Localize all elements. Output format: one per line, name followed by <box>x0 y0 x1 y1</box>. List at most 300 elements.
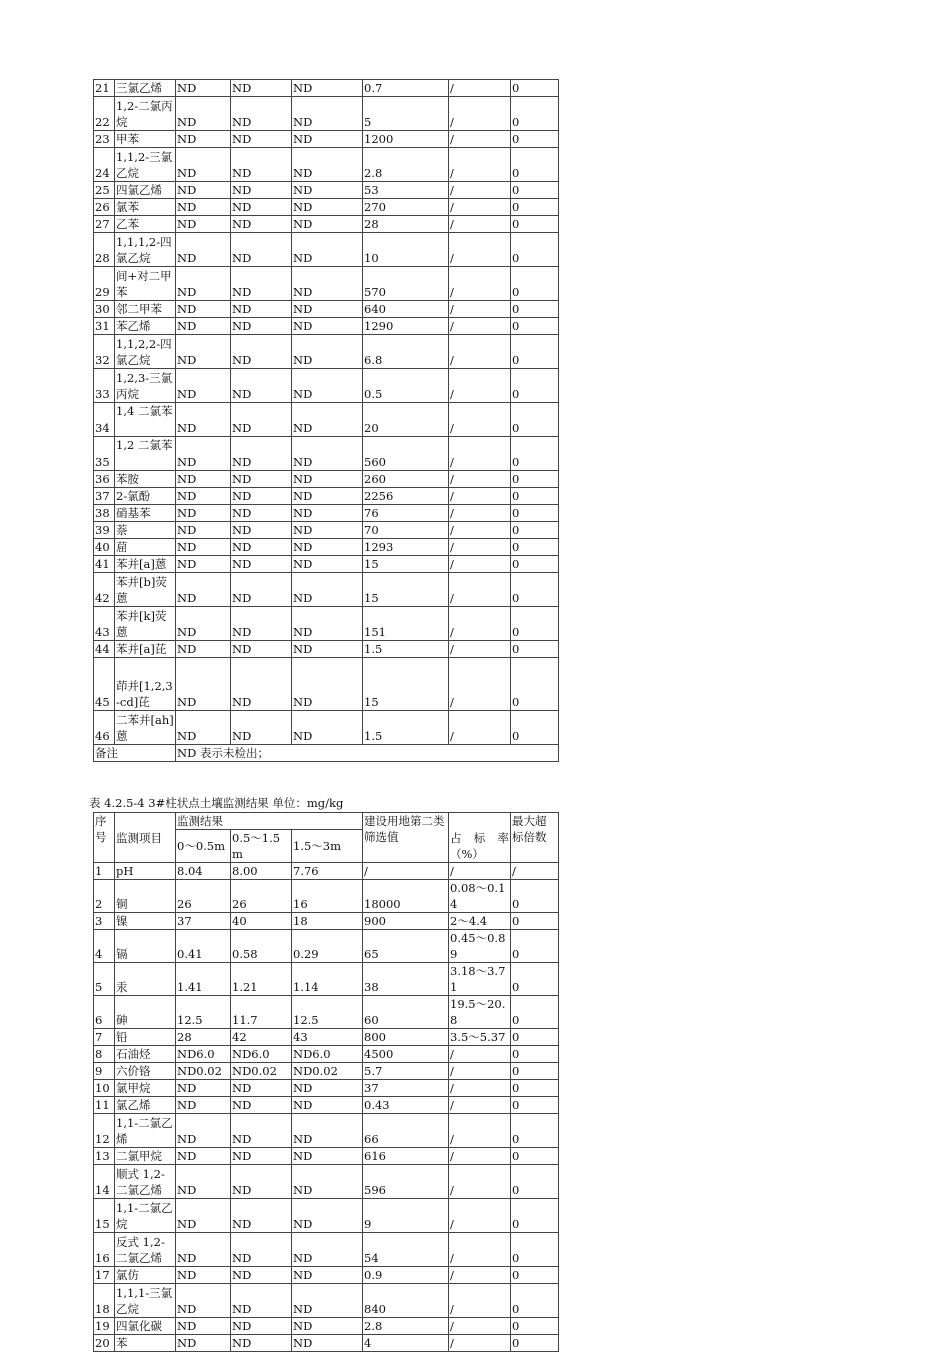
table-cell: ND <box>176 539 231 556</box>
table-cell: ND <box>231 711 292 745</box>
table-cell: 0.7 <box>363 80 449 97</box>
table-cell: 0 <box>511 1097 559 1114</box>
table-cell: 840 <box>363 1284 449 1318</box>
table-cell: 0 <box>511 963 559 996</box>
note-row <box>94 745 559 762</box>
table-cell: 3.18～3.71 <box>449 963 511 996</box>
note-text: ND 表示未检出； <box>176 745 559 762</box>
table-cell: ND <box>231 539 292 556</box>
table-cell: 31 <box>94 318 115 335</box>
table-cell: ND <box>231 148 292 182</box>
table-cell: ND <box>176 607 231 641</box>
table-cell: 19.5～20.8 <box>449 996 511 1029</box>
table-cell: 37 <box>94 488 115 505</box>
table-cell: / <box>449 131 511 148</box>
table-cell: / <box>449 1335 511 1352</box>
table-caption: 表 4.2.5-4 3#柱状点土壤监测结果 单位：mg/kg <box>89 796 344 810</box>
table-cell: 11.7 <box>231 996 292 1029</box>
table-cell: / <box>363 863 449 880</box>
table-cell: ND <box>231 233 292 267</box>
table-cell: 24 <box>94 148 115 182</box>
header-depth3: 1.5～3m <box>292 830 363 863</box>
table-cell: 0.29 <box>292 930 363 963</box>
table-cell: 37 <box>176 913 231 930</box>
table-cell: ND <box>231 182 292 199</box>
table-cell: 0 <box>511 233 559 267</box>
table-row <box>94 182 559 199</box>
table-cell: 32 <box>94 335 115 369</box>
table-cell: 0 <box>511 522 559 539</box>
table-cell: 20 <box>94 1335 115 1352</box>
table-cell: 0 <box>511 658 559 711</box>
table-cell: 䓛 <box>115 539 176 556</box>
table-cell: 16 <box>94 1233 115 1267</box>
table-row <box>94 505 559 522</box>
table-cell: / <box>449 369 511 403</box>
table-cell: 1,2,3-三氯丙烷 <box>115 369 176 403</box>
table-cell: 18 <box>292 913 363 930</box>
table-cell: 0 <box>511 505 559 522</box>
table-cell: ND <box>176 1148 231 1165</box>
table-cell: 4 <box>363 1335 449 1352</box>
table-cell: 34 <box>94 403 115 437</box>
table-cell: ND <box>292 1097 363 1114</box>
table-cell: 间+对二甲苯 <box>115 267 176 301</box>
table-cell: / <box>449 216 511 233</box>
table-cell: 42 <box>94 573 115 607</box>
table-row <box>94 573 559 607</box>
table-cell: 0 <box>511 1114 559 1148</box>
table-cell: 氯仿 <box>115 1267 176 1284</box>
table-cell: 0 <box>511 573 559 607</box>
table-cell: 0 <box>511 199 559 216</box>
table-cell: 0 <box>511 335 559 369</box>
table-cell: 邻二甲苯 <box>115 301 176 318</box>
header-no: 序号 <box>94 813 115 863</box>
table-cell: 苯胺 <box>115 471 176 488</box>
table-row <box>94 1029 559 1046</box>
table-cell: 41 <box>94 556 115 573</box>
table-cell: ND <box>231 1097 292 1114</box>
table-cell: 0 <box>511 369 559 403</box>
table-row <box>94 1199 559 1233</box>
table-cell: ND0.02 <box>176 1063 231 1080</box>
table-cell: ND <box>292 573 363 607</box>
table-cell: ND <box>231 1148 292 1165</box>
table-cell: ND <box>292 1284 363 1318</box>
table-cell: 11 <box>94 1097 115 1114</box>
table-cell: 0.9 <box>363 1267 449 1284</box>
table-cell: / <box>449 1114 511 1148</box>
table-cell: / <box>449 1233 511 1267</box>
table-cell: 900 <box>363 913 449 930</box>
table-row <box>94 471 559 488</box>
table-cell: 1.41 <box>176 963 231 996</box>
table-cell: 1,1,1,2-四氯乙烷 <box>115 233 176 267</box>
table-cell: / <box>449 1097 511 1114</box>
table-cell: 0 <box>511 488 559 505</box>
table-row <box>94 131 559 148</box>
table-row <box>94 369 559 403</box>
table-cell: 596 <box>363 1165 449 1199</box>
table-cell: / <box>449 1063 511 1080</box>
table-cell: 铅 <box>115 1029 176 1046</box>
table-cell: 苯 <box>115 1335 176 1352</box>
table-cell: 5 <box>363 97 449 131</box>
table-cell: 苯并[b]荧蒽 <box>115 573 176 607</box>
header-ratio: 占 标 率（%） <box>449 813 511 863</box>
table-row <box>94 199 559 216</box>
table-cell: ND <box>292 1114 363 1148</box>
table-cell: 6.8 <box>363 335 449 369</box>
table-cell: 44 <box>94 641 115 658</box>
table-cell: 42 <box>231 1029 292 1046</box>
table-cell: 0 <box>511 1080 559 1097</box>
table-row <box>94 641 559 658</box>
table-cell: 0.45～0.89 <box>449 930 511 963</box>
table-cell: ND <box>292 199 363 216</box>
table-cell: ND <box>231 556 292 573</box>
table-cell: 0 <box>511 1148 559 1165</box>
table-cell: ND <box>176 148 231 182</box>
table-cell: ND <box>176 199 231 216</box>
table-cell: ND <box>292 471 363 488</box>
table-cell: 0.58 <box>231 930 292 963</box>
table-cell: 12.5 <box>292 996 363 1029</box>
table-cell: 二氯甲烷 <box>115 1148 176 1165</box>
table-cell: ND <box>176 1097 231 1114</box>
table-cell: 9 <box>363 1199 449 1233</box>
table-cell: 0 <box>511 996 559 1029</box>
table-cell: 0 <box>511 1335 559 1352</box>
table-row <box>94 1114 559 1148</box>
table-cell: ND <box>231 1284 292 1318</box>
table-row <box>94 996 559 1029</box>
table-cell: 0 <box>511 318 559 335</box>
table-cell: 汞 <box>115 963 176 996</box>
table-cell: ND <box>231 522 292 539</box>
table-cell: 800 <box>363 1029 449 1046</box>
table-cell: / <box>449 641 511 658</box>
table-cell: 硝基苯 <box>115 505 176 522</box>
table-cell: ND <box>292 505 363 522</box>
table-cell: 3.5～5.37 <box>449 1029 511 1046</box>
table-cell: 53 <box>363 182 449 199</box>
table-cell: ND <box>176 97 231 131</box>
table-cell: ND <box>176 182 231 199</box>
table-cell: ND <box>176 267 231 301</box>
table-cell: 46 <box>94 711 115 745</box>
table-row <box>94 711 559 745</box>
table-cell: ND <box>292 488 363 505</box>
table-cell: 反式 1,2-二氯乙烯 <box>115 1233 176 1267</box>
table-cell: ND <box>292 1080 363 1097</box>
table-cell: ND <box>176 1165 231 1199</box>
table-cell: ND <box>292 267 363 301</box>
table-cell: 0 <box>511 1199 559 1233</box>
table-cell: 0.5 <box>363 369 449 403</box>
table-row <box>94 80 559 97</box>
table-cell: ND <box>231 1318 292 1335</box>
table-cell: / <box>449 539 511 556</box>
table-cell: 15 <box>363 658 449 711</box>
table-cell: 0 <box>511 711 559 745</box>
table-cell: 4 <box>94 930 115 963</box>
table-cell: ND <box>176 1318 231 1335</box>
table-row <box>94 403 559 437</box>
table-cell: 570 <box>363 267 449 301</box>
table-cell: 石油烃 <box>115 1046 176 1063</box>
table-cell: 1.21 <box>231 963 292 996</box>
table-row <box>94 1335 559 1352</box>
table-cell: 26 <box>94 199 115 216</box>
table-cell: 40 <box>231 913 292 930</box>
table-cell: ND <box>231 488 292 505</box>
table-cell: 7.76 <box>292 863 363 880</box>
table-cell: ND <box>176 301 231 318</box>
table-cell: ND <box>231 1199 292 1233</box>
table-cell: ND <box>231 267 292 301</box>
table-cell: / <box>449 335 511 369</box>
table-cell: 7 <box>94 1029 115 1046</box>
table-cell: ND <box>292 1199 363 1233</box>
table-cell: 2.8 <box>363 148 449 182</box>
table-cell: ND <box>231 97 292 131</box>
table-cell: 10 <box>94 1080 115 1097</box>
table-row <box>94 1097 559 1114</box>
table-cell: ND <box>292 1165 363 1199</box>
table-cell: ND <box>176 1199 231 1233</box>
table-cell: ND <box>292 216 363 233</box>
table-cell: ND <box>176 573 231 607</box>
table-cell: 茚并[1,2,3-cd]芘 <box>115 658 176 711</box>
table-cell: 26 <box>176 880 231 913</box>
table-row <box>94 335 559 369</box>
table-cell: 26 <box>231 880 292 913</box>
table-row <box>94 437 559 471</box>
table-cell: ND <box>292 1335 363 1352</box>
table-cell: 8.00 <box>231 863 292 880</box>
table-cell: ND <box>176 488 231 505</box>
table-cell: / <box>449 97 511 131</box>
table-cell: 镍 <box>115 913 176 930</box>
table-cell: 2.8 <box>363 1318 449 1335</box>
table-cell: ND <box>231 80 292 97</box>
table-cell: 1290 <box>363 318 449 335</box>
table-cell: 2 <box>94 880 115 913</box>
table-cell: 6 <box>94 996 115 1029</box>
table-cell: 苯并[a]芘 <box>115 641 176 658</box>
table-cell: 氯甲烷 <box>115 1080 176 1097</box>
table-cell: / <box>449 607 511 641</box>
table-cell: 1,1-二氯乙烷 <box>115 1199 176 1233</box>
table-row <box>94 97 559 131</box>
table-cell: 镉 <box>115 930 176 963</box>
table-cell: 甲苯 <box>115 131 176 148</box>
table-cell: ND <box>292 1267 363 1284</box>
table-cell: 1,2-二氯丙烷 <box>115 97 176 131</box>
soil-monitoring-table <box>93 812 559 1352</box>
table-row <box>94 148 559 182</box>
table-cell: / <box>449 471 511 488</box>
table-cell: ND <box>231 1335 292 1352</box>
table-row <box>94 318 559 335</box>
table-cell: 2-氯酚 <box>115 488 176 505</box>
header-exceed: 最大超标倍数 <box>511 813 559 863</box>
table-cell: ND <box>176 1233 231 1267</box>
table-cell: 0 <box>511 267 559 301</box>
table-cell: 21 <box>94 80 115 97</box>
table-cell: 22 <box>94 97 115 131</box>
table-cell: 0 <box>511 930 559 963</box>
table-cell: 0 <box>511 1284 559 1318</box>
table-cell: ND <box>176 1284 231 1318</box>
table-cell: 0 <box>511 182 559 199</box>
table-cell: 19 <box>94 1318 115 1335</box>
table-row <box>94 556 559 573</box>
table-row <box>94 930 559 963</box>
table-cell: ND <box>231 131 292 148</box>
table-cell: / <box>449 403 511 437</box>
table-cell: ND <box>176 131 231 148</box>
table-cell: ND <box>292 182 363 199</box>
table-cell: 33 <box>94 369 115 403</box>
table-cell: ND <box>292 318 363 335</box>
table-cell: / <box>449 1199 511 1233</box>
table-cell: ND <box>231 318 292 335</box>
table-cell: ND <box>231 607 292 641</box>
table-cell: 4500 <box>363 1046 449 1063</box>
table-cell: ND <box>292 335 363 369</box>
table-cell: 0 <box>511 641 559 658</box>
table-cell: 76 <box>363 505 449 522</box>
table-cell: / <box>511 863 559 880</box>
table-cell: 5 <box>94 963 115 996</box>
table-cell: ND <box>231 1267 292 1284</box>
header-standard: 建设用地第二类筛选值 <box>363 813 449 863</box>
table-cell: ND <box>176 522 231 539</box>
table-cell: 1.5 <box>363 711 449 745</box>
table-cell: 28 <box>94 233 115 267</box>
table-cell: 0 <box>511 607 559 641</box>
table-cell: 六价铬 <box>115 1063 176 1080</box>
table-cell: / <box>449 863 511 880</box>
table-cell: ND <box>231 403 292 437</box>
table-cell: 65 <box>363 930 449 963</box>
table-row <box>94 1318 559 1335</box>
table-cell: / <box>449 505 511 522</box>
table-cell: 16 <box>292 880 363 913</box>
table-cell: ND6.0 <box>231 1046 292 1063</box>
table-cell: 43 <box>94 607 115 641</box>
table-row <box>94 1063 559 1080</box>
table-cell: ND <box>231 369 292 403</box>
table-cell: 66 <box>363 1114 449 1148</box>
note-label: 备注 <box>94 745 176 762</box>
table-cell: ND <box>231 437 292 471</box>
table-cell: / <box>449 148 511 182</box>
header-result: 监测结果 <box>176 813 363 830</box>
table-cell: ND <box>292 1233 363 1267</box>
table-cell: ND <box>292 131 363 148</box>
table-cell: 0.41 <box>176 930 231 963</box>
table-cell: 9 <box>94 1063 115 1080</box>
table-cell: ND <box>231 335 292 369</box>
table-cell: 40 <box>94 539 115 556</box>
results-table-continued <box>93 79 559 762</box>
table-cell: 0 <box>511 403 559 437</box>
table-cell: 54 <box>363 1233 449 1267</box>
table-cell: 1293 <box>363 539 449 556</box>
table-cell: 四氯乙烯 <box>115 182 176 199</box>
table-row <box>94 1284 559 1318</box>
table-cell: 17 <box>94 1267 115 1284</box>
table-cell: ND <box>292 539 363 556</box>
table-row <box>94 880 559 913</box>
table-cell: ND <box>176 80 231 97</box>
table-cell: 0 <box>511 556 559 573</box>
table-cell: 1,1,2,2-四氯乙烷 <box>115 335 176 369</box>
table-cell: 10 <box>363 233 449 267</box>
table-cell: 25 <box>94 182 115 199</box>
table-row <box>94 607 559 641</box>
table-cell: 13 <box>94 1148 115 1165</box>
table-cell: ND <box>231 199 292 216</box>
table-cell: ND <box>176 403 231 437</box>
table-cell: ND <box>176 318 231 335</box>
table-cell: 27 <box>94 216 115 233</box>
table-cell: / <box>449 556 511 573</box>
table-cell: 0 <box>511 216 559 233</box>
table-cell: 3 <box>94 913 115 930</box>
table-row <box>94 267 559 301</box>
table-cell: 43 <box>292 1029 363 1046</box>
table-row <box>94 488 559 505</box>
table-cell: ND0.02 <box>231 1063 292 1080</box>
table-cell: 苯并[a]蒽 <box>115 556 176 573</box>
table-cell: 0 <box>511 539 559 556</box>
table-cell: 二苯并[ah]蒽 <box>115 711 176 745</box>
table-cell: 60 <box>363 996 449 1029</box>
table-cell: / <box>449 711 511 745</box>
table-cell: 616 <box>363 1148 449 1165</box>
table-cell: 8.04 <box>176 863 231 880</box>
table-cell: 560 <box>363 437 449 471</box>
table-cell: 29 <box>94 267 115 301</box>
table-cell: 四氯化碳 <box>115 1318 176 1335</box>
table-cell: 20 <box>363 403 449 437</box>
table-cell: 8 <box>94 1046 115 1063</box>
table-cell: ND <box>176 711 231 745</box>
table-cell: 1,1-二氯乙烯 <box>115 1114 176 1148</box>
table-cell: 15 <box>363 556 449 573</box>
table-cell: 260 <box>363 471 449 488</box>
table-cell: 0 <box>511 80 559 97</box>
table-cell: 38 <box>363 963 449 996</box>
table-cell: 1.14 <box>292 963 363 996</box>
table-cell: 0 <box>511 437 559 471</box>
table-cell: 18 <box>94 1284 115 1318</box>
table-cell: / <box>449 301 511 318</box>
table-cell: 5.7 <box>363 1063 449 1080</box>
table-cell: 12.5 <box>176 996 231 1029</box>
table-cell: 640 <box>363 301 449 318</box>
table-cell: ND <box>176 1080 231 1097</box>
table-cell: ND <box>292 369 363 403</box>
table-cell: ND <box>292 437 363 471</box>
table-row <box>94 233 559 267</box>
table-cell: ND <box>231 658 292 711</box>
